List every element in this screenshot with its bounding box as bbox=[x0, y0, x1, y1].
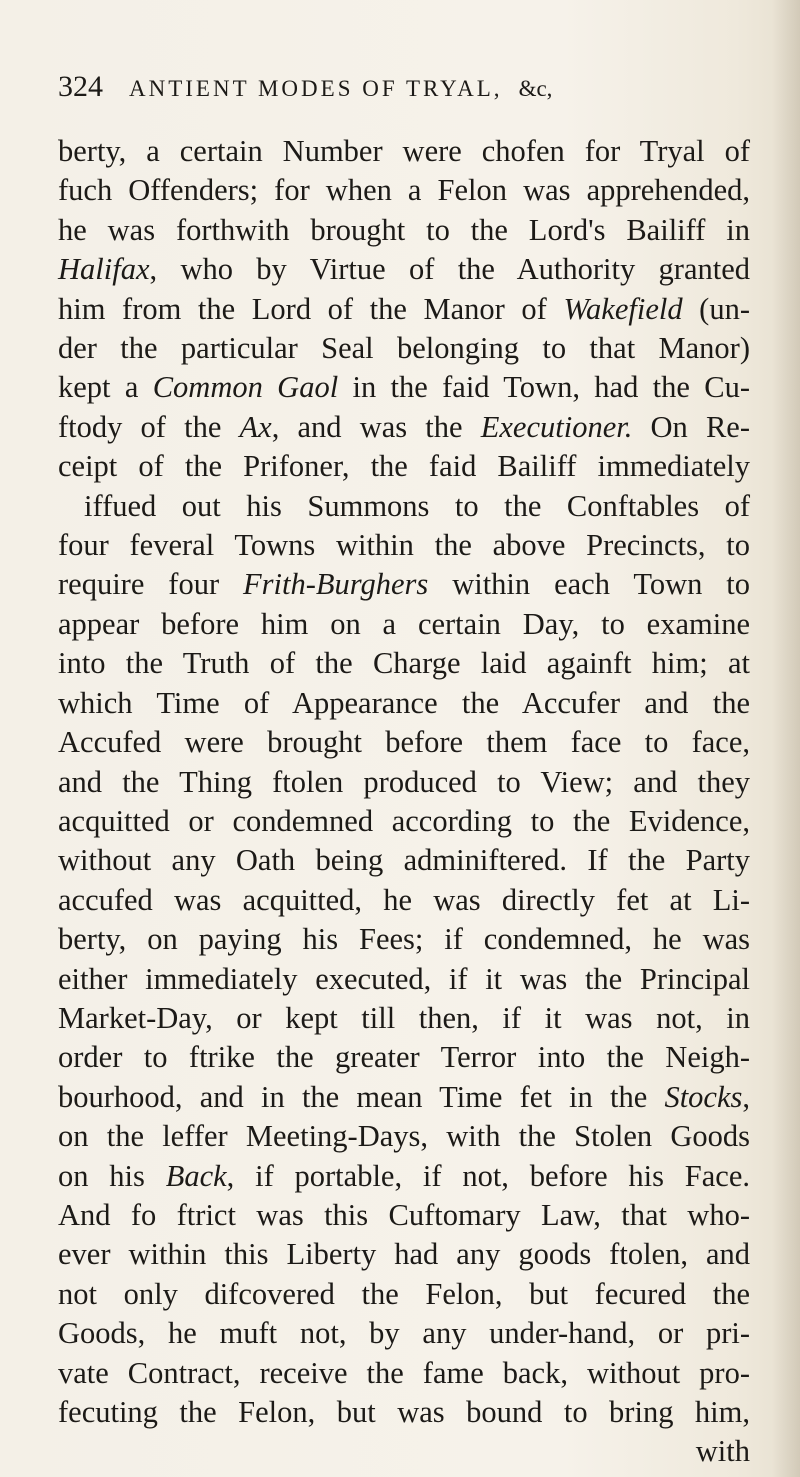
running-title-etc: &c, bbox=[518, 76, 553, 101]
text-line: order to ftrike the greater Terror into the Neigh- bbox=[58, 1040, 750, 1075]
text-line: fecuting the Felon, but was bound to bring him, bbox=[58, 1395, 750, 1429]
text-line: der the particular Seal belonging to that Manor) bbox=[58, 331, 750, 366]
text-line: not only difcovered the Felon, but fecured the bbox=[58, 1276, 750, 1311]
text-line: Accufed were brought before them face to face, bbox=[58, 725, 750, 760]
text-line: And fo ftrict was this Cuftomary Law, that who- bbox=[58, 1197, 750, 1232]
text-line: ceipt of the Prifoner, the faid Bailiff immediately bbox=[58, 449, 750, 484]
text-line: which Time of Appearance the Accufer and the bbox=[58, 685, 750, 720]
running-head bbox=[58, 70, 750, 110]
text-line: require four Frith-Burghers within each Town to bbox=[58, 567, 750, 602]
text-line: on the leffer Meeting-Days, with the Stolen Goods bbox=[58, 1119, 750, 1154]
text-line: iffued out his Summons to the Conftables of bbox=[84, 488, 750, 523]
text-line: into the Truth of the Charge laid againft him; at bbox=[58, 646, 750, 681]
text-line: berty, a certain Number were chofen for Tryal of bbox=[58, 134, 750, 168]
text-line: and the Thing ftolen produced to View; and they bbox=[58, 764, 750, 799]
page-edge-shadow bbox=[772, 0, 800, 1477]
running-title: ANTIENT MODES OF TRYAL, bbox=[129, 76, 503, 101]
text-line: bourhood, and in the mean Time fet in the Stocks, bbox=[58, 1079, 750, 1114]
text-line: fuch Offenders; for when a Felon was apprehended, bbox=[58, 173, 750, 208]
text-line: four feveral Towns within the above Precincts, to bbox=[58, 528, 750, 563]
text-line: accufed was acquitted, he was directly fet at Li- bbox=[58, 882, 750, 917]
text-line: without any Oath being adminiftered. If the Party bbox=[58, 843, 750, 878]
text-line: he was forthwith brought to the Lord's Bailiff in bbox=[58, 212, 750, 247]
text-line: him from the Lord of the Manor of Wakefield (un- bbox=[58, 291, 750, 326]
text-line: on his Back, if portable, if not, before his Face. bbox=[58, 1158, 750, 1193]
text-line: kept a Common Gaol in the faid Town, had the Cu- bbox=[58, 370, 750, 405]
text-line: Goods, he muft not, by any under-hand, or pri- bbox=[58, 1316, 750, 1351]
text-line: acquitted or condemned according to the Evidence, bbox=[58, 803, 750, 838]
body-text bbox=[58, 132, 750, 1472]
text-line: appear before him on a certain Day, to examine bbox=[58, 606, 750, 641]
text-line: Market-Day, or kept till then, if it was not, in bbox=[58, 1000, 750, 1035]
text-line: ever within this Liberty had any goods ftolen, and bbox=[58, 1237, 750, 1272]
page-number: 324 bbox=[58, 70, 103, 103]
catchword: with bbox=[695, 1434, 750, 1469]
text-line: either immediately executed, if it was the Principal bbox=[58, 961, 750, 996]
text-line: vate Contract, receive the fame back, without pro- bbox=[58, 1355, 750, 1390]
text-line: Halifax, who by Virtue of the Authority granted bbox=[58, 252, 750, 287]
text-line: ftody of the Ax, and was the Executioner. On Re- bbox=[58, 409, 750, 444]
text-line: berty, on paying his Fees; if condemned, he was bbox=[58, 922, 750, 957]
